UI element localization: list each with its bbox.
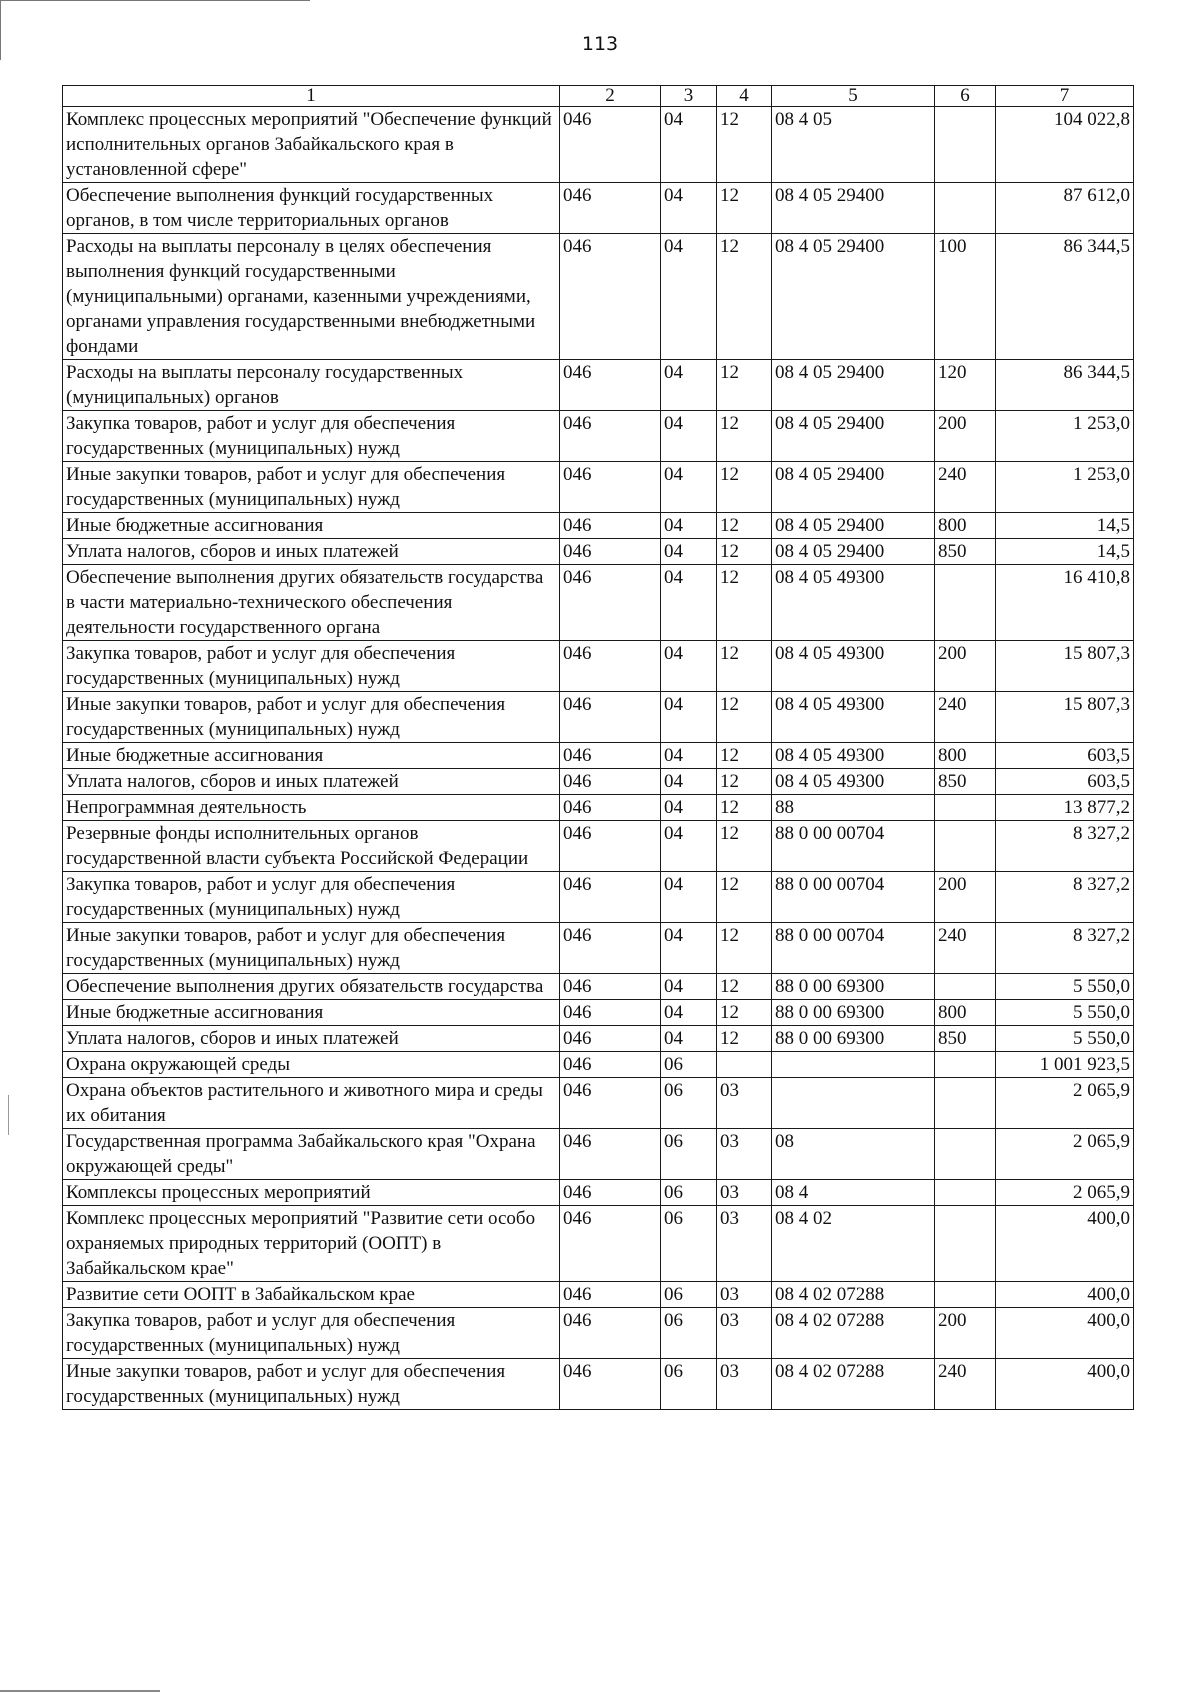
target-article-cell: 88 0 00 69300 xyxy=(772,1000,935,1026)
amount-cell: 5 550,0 xyxy=(996,1026,1134,1052)
expense-type-cell xyxy=(935,1206,996,1282)
subsection-code-cell: 03 xyxy=(717,1206,772,1282)
row-name-cell: Закупка товаров, работ и услуг для обеспечения государственных (муниципальных) нужд xyxy=(63,1308,560,1359)
row-name-cell: Иные бюджетные ассигнования xyxy=(63,743,560,769)
subsection-code-cell xyxy=(717,1052,772,1078)
subsection-code-cell: 12 xyxy=(717,107,772,183)
expense-type-cell xyxy=(935,107,996,183)
target-article-cell: 88 0 00 69300 xyxy=(772,974,935,1000)
row-name-cell: Обеспечение выполнения функций государственных органов, в том числе территориальных органов xyxy=(63,183,560,234)
table-row xyxy=(63,795,1134,821)
target-article-cell: 08 4 05 49300 xyxy=(772,565,935,641)
expense-type-cell xyxy=(935,795,996,821)
expense-type-cell xyxy=(935,1282,996,1308)
admin-code-cell: 046 xyxy=(560,1308,661,1359)
section-code-cell: 04 xyxy=(661,641,717,692)
amount-cell: 8 327,2 xyxy=(996,923,1134,974)
expense-type-cell xyxy=(935,821,996,872)
admin-code-cell: 046 xyxy=(560,769,661,795)
subsection-code-cell: 03 xyxy=(717,1282,772,1308)
expense-type-cell xyxy=(935,183,996,234)
admin-code-cell: 046 xyxy=(560,1000,661,1026)
target-article-cell: 08 4 02 07288 xyxy=(772,1282,935,1308)
section-code-cell: 04 xyxy=(661,565,717,641)
table-row xyxy=(63,513,1134,539)
subsection-code-cell: 12 xyxy=(717,462,772,513)
subsection-code-cell: 12 xyxy=(717,411,772,462)
admin-code-cell: 046 xyxy=(560,539,661,565)
target-article-cell: 08 4 05 49300 xyxy=(772,769,935,795)
row-name-cell: Обеспечение выполнения других обязательств государства xyxy=(63,974,560,1000)
admin-code-cell: 046 xyxy=(560,743,661,769)
row-name-cell: Иные закупки товаров, работ и услуг для обеспечения государственных (муниципальных) нужд xyxy=(63,1359,560,1410)
amount-cell: 14,5 xyxy=(996,539,1134,565)
table-row xyxy=(63,1078,1134,1129)
target-article-cell: 88 0 00 69300 xyxy=(772,1026,935,1052)
budget-table xyxy=(62,85,1134,1410)
row-name-cell: Иные бюджетные ассигнования xyxy=(63,513,560,539)
amount-cell: 86 344,5 xyxy=(996,234,1134,360)
table-row xyxy=(63,1308,1134,1359)
target-article-cell: 08 4 05 29400 xyxy=(772,234,935,360)
amount-cell: 2 065,9 xyxy=(996,1180,1134,1206)
section-code-cell: 04 xyxy=(661,743,717,769)
section-code-cell: 04 xyxy=(661,360,717,411)
section-code-cell: 04 xyxy=(661,769,717,795)
target-article-cell: 08 4 02 07288 xyxy=(772,1359,935,1410)
row-name-cell: Иные закупки товаров, работ и услуг для обеспечения государственных (муниципальных) нужд xyxy=(63,692,560,743)
row-name-cell: Иные закупки товаров, работ и услуг для обеспечения государственных (муниципальных) нужд xyxy=(63,923,560,974)
subsection-code-cell: 12 xyxy=(717,821,772,872)
subsection-code-cell: 12 xyxy=(717,539,772,565)
section-code-cell: 06 xyxy=(661,1078,717,1129)
target-article-cell: 08 4 05 49300 xyxy=(772,692,935,743)
amount-cell: 86 344,5 xyxy=(996,360,1134,411)
table-row xyxy=(63,539,1134,565)
row-name-cell: Государственная программа Забайкальского края "Охрана окружающей среды" xyxy=(63,1129,560,1180)
amount-cell: 14,5 xyxy=(996,513,1134,539)
table-row xyxy=(63,565,1134,641)
amount-cell: 1 001 923,5 xyxy=(996,1052,1134,1078)
amount-cell: 13 877,2 xyxy=(996,795,1134,821)
amount-cell: 16 410,8 xyxy=(996,565,1134,641)
target-article-cell: 08 4 02 07288 xyxy=(772,1308,935,1359)
section-code-cell: 04 xyxy=(661,1026,717,1052)
table-row xyxy=(63,974,1134,1000)
amount-cell: 5 550,0 xyxy=(996,974,1134,1000)
table-row xyxy=(63,234,1134,360)
admin-code-cell: 046 xyxy=(560,1026,661,1052)
column-header: 6 xyxy=(935,86,996,107)
table-row xyxy=(63,183,1134,234)
admin-code-cell: 046 xyxy=(560,565,661,641)
row-name-cell: Резервные фонды исполнительных органов государственной власти субъекта Российской Федерации xyxy=(63,821,560,872)
subsection-code-cell: 12 xyxy=(717,183,772,234)
subsection-code-cell: 03 xyxy=(717,1180,772,1206)
admin-code-cell: 046 xyxy=(560,1359,661,1410)
expense-type-cell xyxy=(935,974,996,1000)
table-row xyxy=(63,1180,1134,1206)
amount-cell: 5 550,0 xyxy=(996,1000,1134,1026)
admin-code-cell: 046 xyxy=(560,1129,661,1180)
admin-code-cell: 046 xyxy=(560,234,661,360)
row-name-cell: Обеспечение выполнения других обязательств государства в части материально-технического обеспечения деятельности государственного органа xyxy=(63,565,560,641)
table-row xyxy=(63,923,1134,974)
table-row xyxy=(63,1359,1134,1410)
expense-type-cell: 800 xyxy=(935,513,996,539)
row-name-cell: Иные закупки товаров, работ и услуг для обеспечения государственных (муниципальных) нужд xyxy=(63,462,560,513)
row-name-cell: Комплексы процессных мероприятий xyxy=(63,1180,560,1206)
section-code-cell: 04 xyxy=(661,107,717,183)
expense-type-cell: 100 xyxy=(935,234,996,360)
target-article-cell: 08 4 02 xyxy=(772,1206,935,1282)
row-name-cell: Охрана окружающей среды xyxy=(63,1052,560,1078)
table-row xyxy=(63,769,1134,795)
table-row xyxy=(63,107,1134,183)
section-code-cell: 04 xyxy=(661,692,717,743)
target-article-cell xyxy=(772,1052,935,1078)
amount-cell: 2 065,9 xyxy=(996,1129,1134,1180)
target-article-cell: 88 xyxy=(772,795,935,821)
subsection-code-cell: 12 xyxy=(717,641,772,692)
subsection-code-cell: 12 xyxy=(717,234,772,360)
amount-cell: 8 327,2 xyxy=(996,821,1134,872)
target-article-cell: 08 4 05 xyxy=(772,107,935,183)
section-code-cell: 04 xyxy=(661,411,717,462)
section-code-cell: 06 xyxy=(661,1282,717,1308)
expense-type-cell: 240 xyxy=(935,692,996,743)
target-article-cell: 08 xyxy=(772,1129,935,1180)
expense-type-cell: 850 xyxy=(935,769,996,795)
section-code-cell: 04 xyxy=(661,1000,717,1026)
admin-code-cell: 046 xyxy=(560,513,661,539)
table-row xyxy=(63,1052,1134,1078)
expense-type-cell xyxy=(935,1078,996,1129)
table-row xyxy=(63,641,1134,692)
section-code-cell: 04 xyxy=(661,513,717,539)
target-article-cell: 08 4 05 29400 xyxy=(772,539,935,565)
amount-cell: 400,0 xyxy=(996,1282,1134,1308)
section-code-cell: 06 xyxy=(661,1052,717,1078)
subsection-code-cell: 03 xyxy=(717,1078,772,1129)
table-body xyxy=(63,86,1134,1410)
scan-mark xyxy=(8,1095,9,1135)
expense-type-cell: 800 xyxy=(935,1000,996,1026)
row-name-cell: Расходы на выплаты персоналу государственных (муниципальных) органов xyxy=(63,360,560,411)
expense-type-cell: 200 xyxy=(935,411,996,462)
amount-cell: 8 327,2 xyxy=(996,872,1134,923)
section-code-cell: 04 xyxy=(661,974,717,1000)
section-code-cell: 04 xyxy=(661,539,717,565)
admin-code-cell: 046 xyxy=(560,821,661,872)
amount-cell: 603,5 xyxy=(996,743,1134,769)
amount-cell: 400,0 xyxy=(996,1308,1134,1359)
row-name-cell: Охрана объектов растительного и животного мира и среды их обитания xyxy=(63,1078,560,1129)
section-code-cell: 06 xyxy=(661,1129,717,1180)
target-article-cell: 88 0 00 00704 xyxy=(772,923,935,974)
admin-code-cell: 046 xyxy=(560,692,661,743)
target-article-cell: 08 4 05 29400 xyxy=(772,513,935,539)
target-article-cell: 08 4 05 29400 xyxy=(772,411,935,462)
row-name-cell: Уплата налогов, сборов и иных платежей xyxy=(63,1026,560,1052)
row-name-cell: Комплекс процессных мероприятий "Обеспечение функций исполнительных органов Забайкальского края в установленной сфере" xyxy=(63,107,560,183)
target-article-cell: 08 4 05 29400 xyxy=(772,462,935,513)
table-row xyxy=(63,1206,1134,1282)
expense-type-cell: 240 xyxy=(935,462,996,513)
admin-code-cell: 046 xyxy=(560,107,661,183)
admin-code-cell: 046 xyxy=(560,1052,661,1078)
admin-code-cell: 046 xyxy=(560,462,661,513)
amount-cell: 1 253,0 xyxy=(996,462,1134,513)
target-article-cell: 08 4 xyxy=(772,1180,935,1206)
admin-code-cell: 046 xyxy=(560,974,661,1000)
target-article-cell xyxy=(772,1078,935,1129)
column-header: 2 xyxy=(560,86,661,107)
column-header: 3 xyxy=(661,86,717,107)
section-code-cell: 04 xyxy=(661,821,717,872)
amount-cell: 15 807,3 xyxy=(996,641,1134,692)
expense-type-cell xyxy=(935,1052,996,1078)
table-row xyxy=(63,1282,1134,1308)
column-header: 7 xyxy=(996,86,1134,107)
section-code-cell: 06 xyxy=(661,1206,717,1282)
admin-code-cell: 046 xyxy=(560,795,661,821)
section-code-cell: 06 xyxy=(661,1308,717,1359)
subsection-code-cell: 12 xyxy=(717,872,772,923)
column-header: 4 xyxy=(717,86,772,107)
subsection-code-cell: 03 xyxy=(717,1129,772,1180)
subsection-code-cell: 12 xyxy=(717,923,772,974)
row-name-cell: Комплекс процессных мероприятий "Развитие сети особо охраняемых природных территорий (ООПТ) в Забайкальском крае" xyxy=(63,1206,560,1282)
table-row xyxy=(63,743,1134,769)
admin-code-cell: 046 xyxy=(560,1180,661,1206)
subsection-code-cell: 03 xyxy=(717,1308,772,1359)
amount-cell: 15 807,3 xyxy=(996,692,1134,743)
column-header: 1 xyxy=(63,86,560,107)
amount-cell: 2 065,9 xyxy=(996,1078,1134,1129)
row-name-cell: Закупка товаров, работ и услуг для обеспечения государственных (муниципальных) нужд xyxy=(63,872,560,923)
column-header: 5 xyxy=(772,86,935,107)
subsection-code-cell: 12 xyxy=(717,769,772,795)
amount-cell: 87 612,0 xyxy=(996,183,1134,234)
admin-code-cell: 046 xyxy=(560,411,661,462)
row-name-cell: Непрограммная деятельность xyxy=(63,795,560,821)
subsection-code-cell: 12 xyxy=(717,1026,772,1052)
amount-cell: 400,0 xyxy=(996,1206,1134,1282)
subsection-code-cell: 12 xyxy=(717,795,772,821)
table-row xyxy=(63,1129,1134,1180)
subsection-code-cell: 12 xyxy=(717,974,772,1000)
admin-code-cell: 046 xyxy=(560,872,661,923)
target-article-cell: 08 4 05 29400 xyxy=(772,183,935,234)
section-code-cell: 04 xyxy=(661,462,717,513)
amount-cell: 603,5 xyxy=(996,769,1134,795)
section-code-cell: 06 xyxy=(661,1180,717,1206)
amount-cell: 400,0 xyxy=(996,1359,1134,1410)
table-row xyxy=(63,1000,1134,1026)
admin-code-cell: 046 xyxy=(560,923,661,974)
row-name-cell: Уплата налогов, сборов и иных платежей xyxy=(63,539,560,565)
section-code-cell: 04 xyxy=(661,923,717,974)
expense-type-cell: 800 xyxy=(935,743,996,769)
expense-type-cell xyxy=(935,565,996,641)
expense-type-cell: 850 xyxy=(935,1026,996,1052)
table-row xyxy=(63,1026,1134,1052)
row-name-cell: Закупка товаров, работ и услуг для обеспечения государственных (муниципальных) нужд xyxy=(63,641,560,692)
target-article-cell: 08 4 05 29400 xyxy=(772,360,935,411)
page-number: 113 xyxy=(581,33,619,55)
subsection-code-cell: 12 xyxy=(717,743,772,769)
subsection-code-cell: 12 xyxy=(717,565,772,641)
section-code-cell: 04 xyxy=(661,795,717,821)
admin-code-cell: 046 xyxy=(560,1206,661,1282)
section-code-cell: 04 xyxy=(661,183,717,234)
table-row xyxy=(63,692,1134,743)
table-row xyxy=(63,462,1134,513)
subsection-code-cell: 12 xyxy=(717,513,772,539)
row-name-cell: Закупка товаров, работ и услуг для обеспечения государственных (муниципальных) нужд xyxy=(63,411,560,462)
target-article-cell: 88 0 00 00704 xyxy=(772,872,935,923)
table-row xyxy=(63,821,1134,872)
expense-type-cell: 850 xyxy=(935,539,996,565)
subsection-code-cell: 12 xyxy=(717,692,772,743)
row-name-cell: Уплата налогов, сборов и иных платежей xyxy=(63,769,560,795)
row-name-cell: Развитие сети ООПТ в Забайкальском крае xyxy=(63,1282,560,1308)
row-name-cell: Расходы на выплаты персоналу в целях обеспечения выполнения функций государственными (муниципальными) органами, казенными учреждениями, органами управления государственными внебюджетными фондами xyxy=(63,234,560,360)
admin-code-cell: 046 xyxy=(560,641,661,692)
expense-type-cell: 200 xyxy=(935,872,996,923)
amount-cell: 104 022,8 xyxy=(996,107,1134,183)
expense-type-cell: 200 xyxy=(935,641,996,692)
header-row xyxy=(63,86,1134,107)
section-code-cell: 04 xyxy=(661,872,717,923)
admin-code-cell: 046 xyxy=(560,183,661,234)
amount-cell: 1 253,0 xyxy=(996,411,1134,462)
admin-code-cell: 046 xyxy=(560,1078,661,1129)
target-article-cell: 08 4 05 49300 xyxy=(772,641,935,692)
expense-type-cell: 240 xyxy=(935,1359,996,1410)
subsection-code-cell: 12 xyxy=(717,1000,772,1026)
admin-code-cell: 046 xyxy=(560,360,661,411)
admin-code-cell: 046 xyxy=(560,1282,661,1308)
target-article-cell: 08 4 05 49300 xyxy=(772,743,935,769)
table-row xyxy=(63,411,1134,462)
section-code-cell: 04 xyxy=(661,234,717,360)
table-row xyxy=(63,872,1134,923)
target-article-cell: 88 0 00 00704 xyxy=(772,821,935,872)
expense-type-cell xyxy=(935,1129,996,1180)
row-name-cell: Иные бюджетные ассигнования xyxy=(63,1000,560,1026)
expense-type-cell: 240 xyxy=(935,923,996,974)
table-row xyxy=(63,360,1134,411)
scan-edge xyxy=(0,0,310,1)
subsection-code-cell: 03 xyxy=(717,1359,772,1410)
scan-edge xyxy=(0,1690,160,1692)
expense-type-cell: 120 xyxy=(935,360,996,411)
expense-type-cell: 200 xyxy=(935,1308,996,1359)
section-code-cell: 06 xyxy=(661,1359,717,1410)
subsection-code-cell: 12 xyxy=(717,360,772,411)
expense-type-cell xyxy=(935,1180,996,1206)
